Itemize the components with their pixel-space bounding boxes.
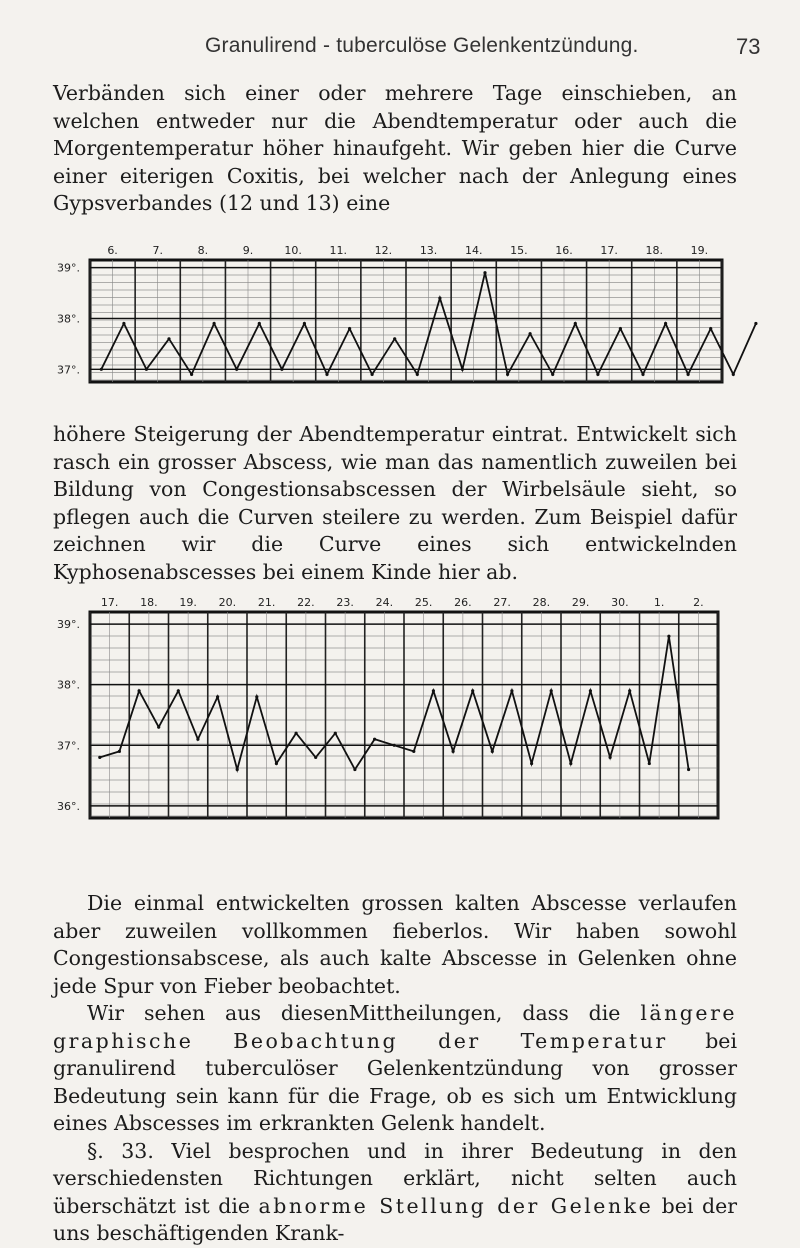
paragraph-2-text: höhere Steigerung der Abendtemperatur eintrat. Entwickelt sich rasch ein grosser Abscess, wie man das namentlich zuweilen bei Bildung von Congestionsabscessen der Wirbelsäule sieht, so pflegen auch die Curven steilere zu werden. Zum Beispiel dafür zeichnen wir die Curve eines sich entwickelnden Kyphosenabscesses bei einem Kinde hier ab.: [53, 422, 737, 584]
x-tick-label: 13.: [419, 244, 438, 257]
x-tick-label: 16.: [555, 244, 573, 257]
temperature-data-point: [167, 337, 170, 340]
temperature-data-point: [452, 750, 455, 753]
temperature-data-point: [609, 756, 612, 759]
x-tick-label: 2.: [693, 596, 704, 609]
temperature-data-point: [483, 271, 486, 274]
temperature-data-point: [196, 738, 199, 741]
temperature-data-point: [348, 327, 351, 330]
paragraph-3-text-3a: §. 33. Viel besprochen und in ihrer Bedeutung in den verschiedensten Richtungen erklärt, nicht selten auch überschätzt ist die: [53, 1138, 737, 1218]
x-tick-label: 23.: [336, 596, 354, 609]
x-tick-label: 17.: [100, 596, 119, 609]
temperature-data-point: [491, 750, 494, 753]
y-tick-label: 36°.: [57, 799, 80, 813]
temperature-data-point: [664, 322, 667, 325]
temperature-data-point: [303, 322, 306, 325]
x-tick-label: 8.: [197, 244, 209, 257]
temperature-data-point: [628, 689, 631, 692]
x-tick-label: 29.: [571, 596, 590, 609]
temperature-data-point: [589, 689, 592, 692]
temperature-data-point: [416, 373, 419, 376]
y-tick-label: 37°.: [57, 363, 80, 377]
x-tick-label: 19.: [690, 244, 709, 257]
temperature-data-point: [550, 689, 553, 692]
temperature-data-point: [353, 768, 356, 771]
x-tick-label: 24.: [375, 596, 394, 609]
temperature-data-point: [709, 327, 712, 330]
temperature-data-point: [471, 689, 474, 692]
temperature-data-point: [551, 373, 554, 376]
x-tick-label: 18.: [140, 596, 158, 609]
temperature-data-point: [596, 373, 599, 376]
y-tick-label: 38°.: [57, 678, 80, 692]
temperature-data-point: [157, 726, 160, 729]
emphasis-spaced-1: längere graphische Beobachtung der Temperatur: [53, 1001, 737, 1053]
x-tick-label: 14.: [464, 244, 483, 257]
temperature-data-point: [461, 368, 464, 371]
paragraph-1: [53, 80, 737, 218]
temperature-data-point: [177, 689, 180, 692]
paragraph-3: [53, 890, 737, 1248]
x-tick-label: 26.: [454, 596, 472, 609]
temperature-data-point: [258, 322, 261, 325]
x-tick-label: 25.: [414, 596, 433, 609]
temperature-data-point: [506, 373, 509, 376]
x-tick-label: 1.: [653, 596, 665, 609]
x-tick-label: 7.: [152, 244, 163, 257]
x-tick-label: 18.: [645, 244, 664, 257]
x-tick-label: 27.: [493, 596, 511, 609]
temperature-data-point: [255, 695, 258, 698]
y-tick-label: 39°.: [57, 261, 80, 275]
temperature-data-point: [373, 738, 376, 741]
temperature-data-point: [438, 297, 441, 300]
x-tick-label: 19.: [179, 596, 197, 609]
x-tick-label: 22.: [297, 596, 315, 609]
temperature-chart-kyphosis-abscess: [0, 580, 800, 840]
temperature-data-point: [641, 373, 644, 376]
temperature-data-point: [510, 689, 513, 692]
temperature-data-point: [98, 756, 101, 759]
temperature-data-point: [432, 689, 435, 692]
temperature-data-point: [619, 327, 622, 330]
paragraph-2: [53, 421, 737, 586]
x-tick-label: 10.: [284, 244, 302, 257]
y-tick-label: 38°.: [57, 312, 80, 326]
x-tick-label: 20.: [218, 596, 237, 609]
page-number: 73: [736, 34, 761, 59]
running-title: Granulirend - tuberculöse Gelenkentzündung.: [205, 34, 639, 57]
temperature-data-point: [412, 750, 415, 753]
y-tick-label: 39°.: [57, 618, 80, 632]
temperature-data-point: [236, 768, 239, 771]
temperature-data-point: [574, 322, 577, 325]
paragraph-3-text-2b: bei granulirend tuberculöser Gelenkentzündung von grosser Bedeutung sein kann für die Frage, ob es sich um Entwicklung eines Abscesses im erkrankten Gelenk handelt.: [53, 1028, 737, 1135]
temperature-data-point: [295, 732, 298, 735]
temperature-data-point: [118, 750, 121, 753]
temperature-data-point: [687, 768, 690, 771]
emphasis-spaced-2: abnorme Stellung der Gelenke: [258, 1193, 654, 1218]
x-tick-label: 30.: [611, 596, 629, 609]
temperature-data-point: [529, 332, 532, 335]
temperature-data-point: [393, 744, 396, 747]
temperature-data-point: [648, 762, 651, 765]
x-tick-label: 6.: [107, 244, 118, 257]
temperature-data-point: [530, 762, 533, 765]
paragraph-3-text-2a: Wir sehen aus diesenMittheilungen, dass die: [87, 1001, 641, 1025]
temperature-data-point: [216, 695, 219, 698]
temperature-data-point: [280, 368, 283, 371]
paragraph-1-text: Verbänden sich einer oder mehrere Tage einschieben, an welchen entweder nur die Abendtemperatur oder auch die Morgentemperatur höher hinaufgeht. Wir geben hier die Curve einer eiterigen Coxitis, bei welcher nach der Anlegung eines Gypsverbandes (12 und 13) eine: [53, 81, 737, 215]
paragraph-3-text-3b: bei der uns beschäftigenden Krank-: [53, 1193, 737, 1245]
temperature-data-point: [667, 635, 670, 638]
x-tick-label: 21.: [257, 596, 276, 609]
temperature-data-point: [754, 322, 757, 325]
paragraph-3-text-3: [53, 1138, 737, 1248]
temperature-data-point: [122, 322, 125, 325]
x-tick-label: 17.: [600, 244, 618, 257]
temperature-data-point: [687, 373, 690, 376]
temperature-data-point: [569, 762, 572, 765]
temperature-data-point: [190, 373, 193, 376]
temperature-data-point: [393, 337, 396, 340]
temperature-data-point: [145, 368, 148, 371]
y-tick-label: 37°.: [57, 739, 80, 753]
temperature-data-point: [235, 368, 238, 371]
temperature-data-point: [275, 762, 278, 765]
temperature-data-point: [334, 732, 337, 735]
x-tick-label: 11.: [329, 244, 348, 257]
paragraph-3-text-2: [53, 1000, 737, 1138]
temperature-data-point: [213, 322, 216, 325]
temperature-data-point: [371, 373, 374, 376]
temperature-chart-coxitis: [0, 230, 800, 390]
x-tick-label: 15.: [510, 244, 528, 257]
page-header: [0, 34, 800, 64]
x-tick-label: 28.: [532, 596, 551, 609]
temperature-data-point: [325, 373, 328, 376]
x-tick-label: 9.: [242, 244, 254, 257]
x-tick-label: 12.: [374, 244, 393, 257]
temperature-data-point: [314, 756, 317, 759]
temperature-data-point: [138, 689, 141, 692]
temperature-data-point: [732, 373, 735, 376]
temperature-data-point: [100, 368, 103, 371]
paragraph-3-text-1: Die einmal entwickelten grossen kalten Abscesse verlaufen aber zuweilen vollkommen fieberlos. Wir haben sowohl Congestionsabscese, als auch kalte Abscesse in Gelenken ohne jede Spur von Fieber beobachtet.: [53, 891, 737, 998]
